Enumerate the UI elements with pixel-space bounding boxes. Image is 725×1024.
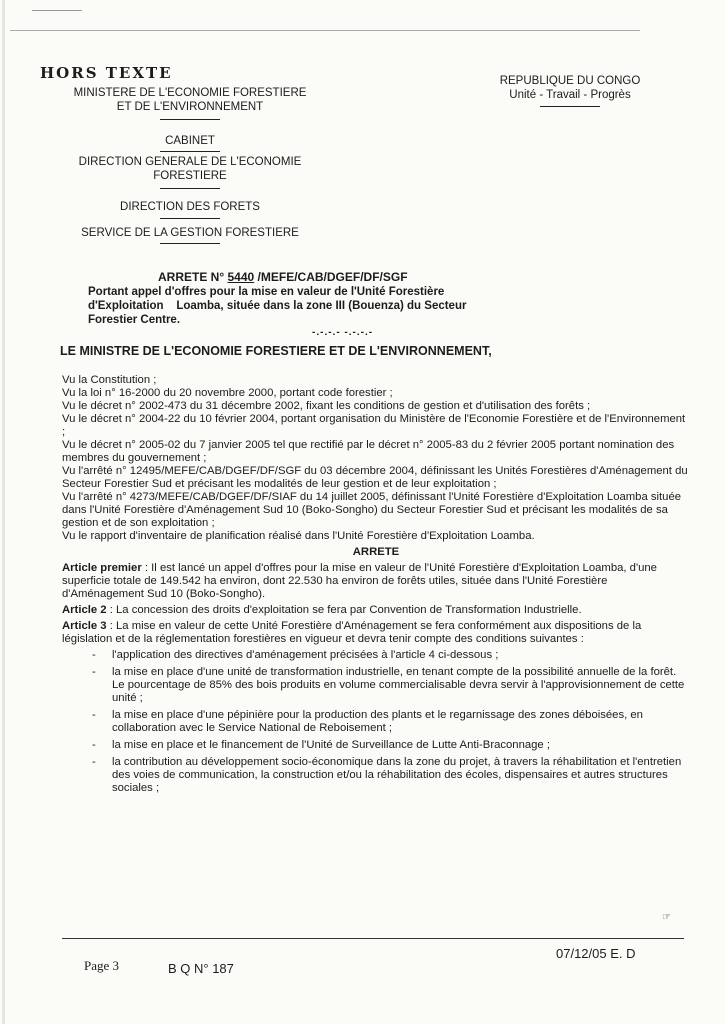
conditions-list [62,649,690,795]
ministry-name [60,86,320,114]
ministry-line-2: ET DE L'ENVIRONNEMENT [116,101,264,113]
condition-text: la mise en place et le financement de l'Unité de Surveillance de Lutte Anti-Braconnage ; [112,739,550,751]
condition-item [62,649,690,662]
article-3-text: : La mise en valeur de cette Unité Forestière d'Aménagement se fera conformément aux dispositions de la législation et de la réglementation forestières en vigueur et devra tenir compte des conditions suivantes : [62,620,642,645]
vu-item: Vu la loi n° 16-2000 du 20 novembre 2000, portant code forestier ; [62,387,393,399]
scan-edge [2,0,5,1024]
separator: -.-.-.- -.-.-.- [312,327,374,338]
condition-item [62,756,690,795]
vu-item: Vu l'arrêté n° 4273/MEFE/CAB/DGEF/DF/SIAF du 14 juillet 2005, définissant l'Unité Forestière d'Exploitation Loamba située dans l'Unité Forestière d'Aménagement Sud 10 (Boko-Songho) du Secteur Forestier Sud et précisant les modalités de sa gestion et de son exploitation ; [62,491,682,529]
article-1-text: : Il est lancé un appel d'offres pour la mise en valeur de l'Unité Forestière d'Exploitation Loamba, d'une superficie totale de 149.542 ha environ, dont 22.530 ha environ de forêts utiles, située dans l'Unité Forestière d'Aménagement Sud 10 (Boko-Songho). [62,562,657,600]
header-rule [160,151,220,152]
header-rule [160,218,220,219]
dg-line-2: FORESTIERE [153,170,227,182]
article-1-label: Article premier [62,562,142,574]
condition-text: la contribution au développement socio-économique dans la zone du projet, à travers la réhabilitation et l'entretien des voies de communication, la construction et/ou la réhabilitation des écoles, dispensaires et autres structures sociales ; [112,756,682,794]
article-2 [62,604,690,617]
dash-bullet: - [92,709,96,721]
subject-line-2: d'Exploitation Loamba, située dans la zone III (Bouenza) du Secteur [88,300,467,312]
condition-text: la mise en place d'une pépinière pour la production des plants et le regarnissage des zones déboisées, en collaboration avec le Service National de Reboisement ; [112,709,643,734]
dash-bullet: - [92,666,96,678]
article-1 [62,562,690,601]
arrete-number: 5440 [227,270,255,284]
dash-bullet: - [92,649,96,661]
hors-texte-label: HORS TEXTE [40,64,173,82]
dg-line-1: DIRECTION GENERALE DE L'ECONOMIE [78,156,302,168]
footer-date: 07/12/05 E. D [556,946,636,961]
vu-item: Vu la Constitution ; [62,374,157,386]
footer-bqn: B Q N° 187 [168,961,234,976]
vu-item: Vu le décret n° 2004-22 du 10 février 2004, portant organisation du Ministère de l'Economie Forestière et de l'Environnement ; [62,413,686,438]
dash-bullet: - [92,739,96,751]
top-scribble [32,10,82,11]
footer-rule [62,938,684,939]
cabinet-label: CABINET [165,135,215,147]
condition-item [62,739,690,752]
direction-generale [60,155,320,183]
header-rule [160,119,220,120]
footer-page-number: Page 3 [84,958,120,973]
republic-motto: Unité - Travail - Progrès [509,89,631,101]
subject-line-1: Portant appel d'offres pour la mise en valeur de l'Unité Forestière [88,286,445,298]
vu-item: Vu le décret n° 2005-02 du 7 janvier 2005 tel que rectifié par le décret n° 2005-83 du 2 février 2005 portant nomination des membres du gouvernement ; [62,439,675,464]
vu-item: Vu le rapport d'inventaire de planification réalisé dans l'Unité Forestière d'Exploitation Loamba. [62,530,535,542]
arrete-suffix: /MEFE/CAB/DGEF/DF/SGF [257,270,408,284]
minister-heading: LE MINISTRE DE L'ECONOMIE FORESTIERE ET DE L'ENVIRONNEMENT, [60,344,492,358]
subject-line-3: Forestier Centre. [88,314,181,326]
service-gestion: SERVICE DE LA GESTION FORESTIERE [81,227,299,239]
ministry-line-1: MINISTERE DE L'ECONOMIE FORESTIERE [73,87,307,99]
republic-name: REPUBLIQUE DU CONGO [499,75,641,87]
header-rule [160,243,220,244]
arrete-prefix: ARRETE N° [158,270,225,284]
republic-block [470,74,670,102]
republic-rule [540,106,600,107]
article-2-label: Article 2 [62,604,107,616]
arrete-heading: ARRETE [352,546,400,558]
top-rule [10,30,640,31]
article-2-text: : La concession des droits d'exploitation se fera par Convention de Transformation Industrielle. [106,604,582,616]
document-body [62,374,690,799]
header-rule [160,188,220,189]
dash-bullet: - [92,756,96,768]
article-3-label: Article 3 [62,620,107,632]
condition-text: l'application des directives d'aménagement précisées à l'article 4 ci-dessous ; [112,649,499,661]
direction-forets: DIRECTION DES FORETS [120,201,260,213]
condition-item [62,709,690,735]
article-3 [62,620,690,646]
continuation-mark-icon: ☞ [662,912,671,923]
vu-item: Vu le décret n° 2002-473 du 31 décembre 2002, fixant les conditions de gestion et d'utilisation des forêts ; [62,400,591,412]
condition-text: la mise en place d'une unité de transformation industrielle, en tenant compte de la possibilité annuelle de la forêt. Le pourcentage de 85% des bois produits en volume commercialisable devra servir à l'approvisionnement de cette unité ; [112,666,685,704]
arrete-subject [88,285,558,327]
vu-item: Vu l'arrêté n° 12495/MEFE/CAB/DGEF/DF/SGF du 03 décembre 2004, définissant les Unités Forestières d'Aménagement du Secteur Forestier Sud et précisant les modalités de leur gestion et de leur exploitation ; [62,465,688,490]
condition-item [62,666,690,705]
arrete-title [158,270,408,284]
